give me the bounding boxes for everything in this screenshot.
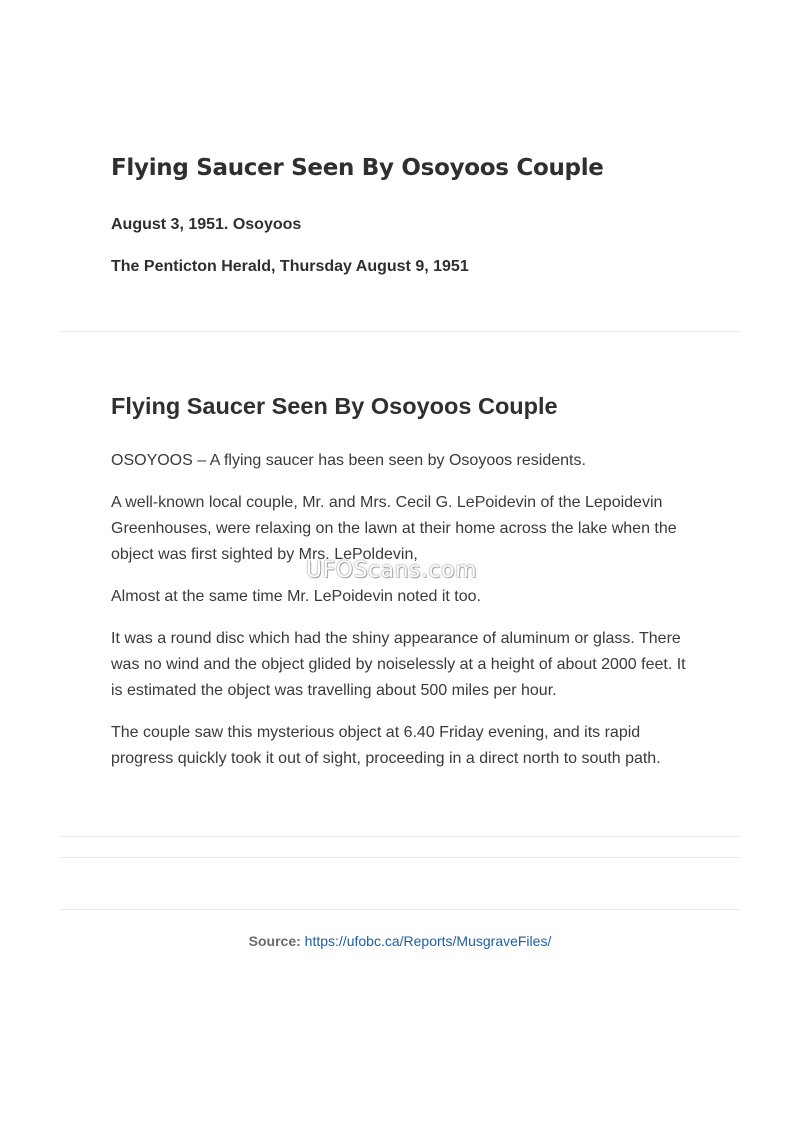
article-title: Flying Saucer Seen By Osoyoos Couple: [111, 393, 558, 419]
section-divider: [60, 909, 740, 910]
article-paragraph: It was a round disc which had the shiny appearance of aluminum or glass. There was no wind and the object glided by noiselessly at a height of about 2000 feet. It is estimated the object was travelling about 500 miles per hour.: [111, 630, 686, 699]
source-link[interactable]: https://ufobc.ca/Reports/MusgraveFiles/: [304, 933, 552, 949]
page-title: Flying Saucer Seen By Osoyoos Couple: [111, 155, 604, 181]
source-label: Source:: [248, 933, 301, 949]
report-date-place: August 3, 1951. Osoyoos: [111, 216, 302, 233]
source-line: [0, 933, 800, 949]
section-divider: [60, 857, 740, 858]
article-paragraph: The couple saw this mysterious object at 6.40 Friday evening, and its rapid progress quickly took it out of sight, proceeding in a direct north to south path.: [111, 724, 661, 767]
article-paragraph: Almost at the same time Mr. LePoidevin noted it too.: [111, 588, 481, 605]
section-divider: [60, 836, 740, 837]
publication-line: The Penticton Herald, Thursday August 9, 1951: [111, 258, 469, 275]
section-divider: [60, 331, 740, 332]
article-paragraph: A well-known local couple, Mr. and Mrs. Cecil G. LePoidevin of the Lepoidevin Greenhouses, were relaxing on the lawn at their home across the lake when the object was first sighted by Mrs. LePoldevin,: [111, 494, 677, 563]
watermark: UFOScans.com: [306, 558, 477, 583]
article-body: [111, 448, 691, 788]
article-paragraph: OSOYOOS – A flying saucer has been seen by Osoyoos residents.: [111, 452, 586, 469]
